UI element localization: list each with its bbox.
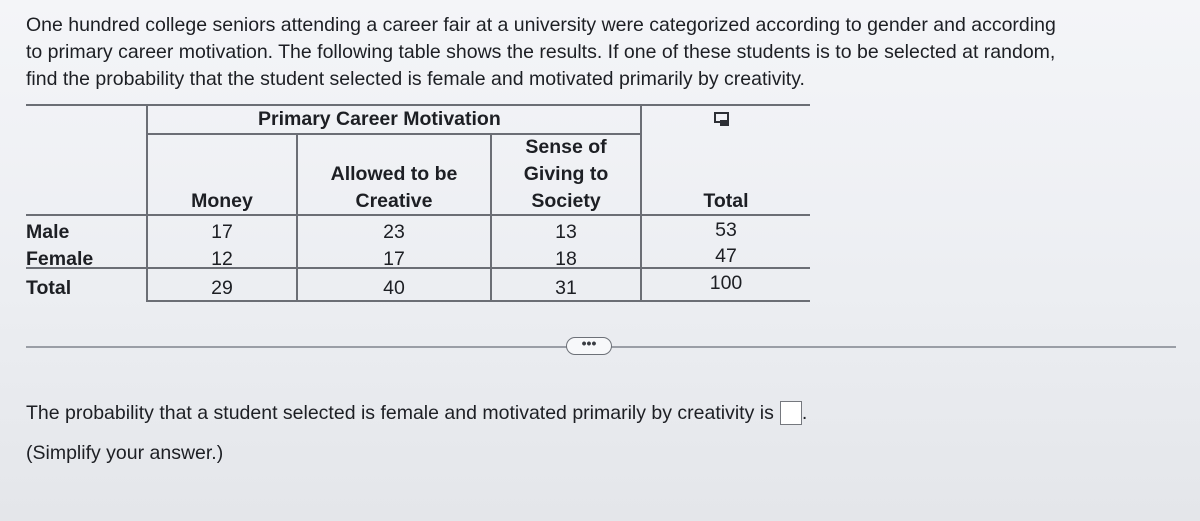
row-label-female: Female (26, 248, 94, 270)
answer-line (26, 398, 807, 428)
cell-total-total: 100 (709, 272, 743, 294)
problem-statement (26, 12, 1176, 93)
cell-female-money: 12 (211, 248, 233, 270)
cell-total-society: 31 (555, 277, 577, 299)
row-label-total: Total (26, 277, 72, 299)
col-header-society-2: Giving to (523, 163, 609, 185)
col-header-creative-1: Allowed to be (330, 163, 458, 185)
answer-input[interactable] (780, 401, 802, 425)
more-options-button[interactable]: ••• (566, 337, 612, 355)
col-header-society-1: Sense of (525, 136, 607, 158)
cell-total-money: 29 (211, 277, 233, 299)
cell-male-money: 17 (211, 221, 233, 243)
problem-line-2: to primary career motivation. The following table shows the results. If one of these students is to be selected at random, (26, 41, 1056, 63)
simplify-hint: (Simplify your answer.) (26, 442, 224, 464)
cell-female-society: 18 (555, 248, 577, 270)
col-header-total: Total (703, 190, 749, 212)
col-header-money: Money (191, 190, 253, 212)
row-label-male: Male (26, 221, 70, 243)
data-table (26, 104, 810, 304)
col-header-creative-2: Creative (355, 190, 433, 212)
group-header: Primary Career Motivation (258, 108, 501, 130)
answer-suffix: . (801, 402, 808, 424)
cell-total-creative: 40 (383, 277, 405, 299)
cell-female-total: 47 (715, 245, 737, 267)
problem-line-3: find the probability that the student selected is female and motivated primarily by creativity. (26, 68, 805, 90)
cell-male-total: 53 (715, 219, 737, 241)
cell-male-creative: 23 (383, 221, 405, 243)
cell-male-society: 13 (555, 221, 577, 243)
col-header-society-3: Society (531, 190, 601, 212)
cell-female-creative: 17 (383, 248, 405, 270)
problem-line-1: One hundred college seniors attending a career fair at a university were categorized according to gender and according (26, 14, 1056, 36)
copy-table-icon[interactable] (714, 112, 732, 127)
answer-prompt: The probability that a student selected is female and motivated primarily by creativity is (26, 402, 774, 424)
